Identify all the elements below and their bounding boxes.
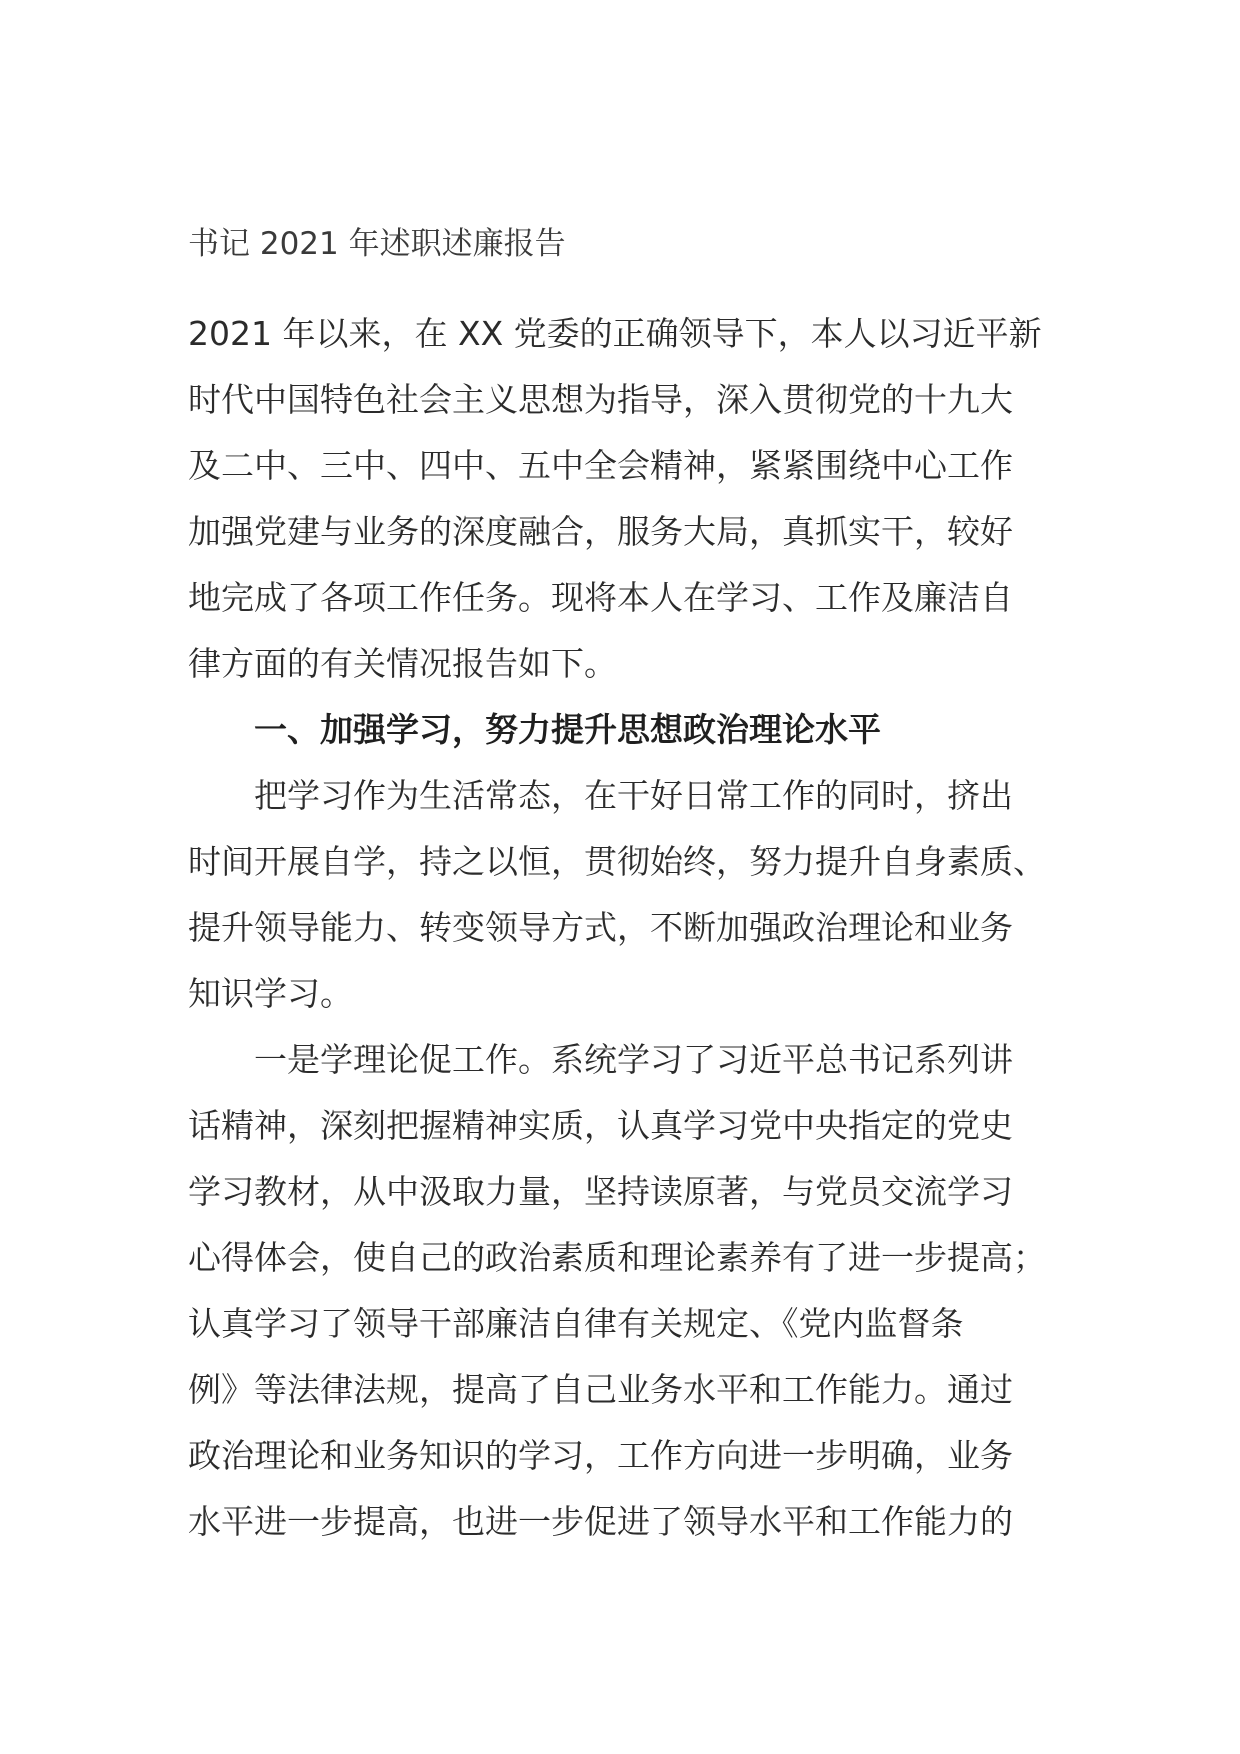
- section-1: [188, 697, 1068, 1555]
- paragraph-line: 学习教材，从中汲取力量，坚持读原著，与党员交流学习: [188, 1172, 1013, 1211]
- intro-line: 加强党建与业务的深度融合，服务大局，真抓实干，较好: [188, 512, 1013, 551]
- paragraph-line: 心得体会，使自己的政治素质和理论素养有了进一步提高；: [188, 1238, 1046, 1277]
- paragraph-line: 认真学习了领导干部廉洁自律有关规定、《党内监督条: [188, 1304, 964, 1343]
- intro-line: 时代中国特色社会主义思想为指导，深入贯彻党的十九大: [188, 380, 1013, 419]
- paragraph-line: 时间开展自学，持之以恒，贯彻始终，努力提升自身素质、: [188, 842, 1046, 881]
- intro-line: 地完成了各项工作任务。现将本人在学习、工作及廉洁自: [188, 578, 1013, 617]
- paragraph-line: 例》等法律法规，提高了自己业务水平和工作能力。通过: [188, 1370, 1013, 1409]
- paragraph-line: 把学习作为生活常态，在干好日常工作的同时，挤出: [254, 776, 1013, 815]
- section-1-paragraph-2: [188, 1027, 1068, 1555]
- paragraph-line: 政治理论和业务知识的学习，工作方向进一步明确，业务: [188, 1436, 1013, 1475]
- paragraph-line: 话精神，深刻把握精神实质，认真学习党中央指定的党史: [188, 1106, 1013, 1145]
- paragraph-line: 水平进一步提高，也进一步促进了领导水平和工作能力的: [188, 1502, 1013, 1541]
- intro-line: 律方面的有关情况报告如下。: [188, 644, 617, 683]
- paragraph-line: 知识学习。: [188, 974, 353, 1013]
- section-1-paragraph-1: [188, 763, 1068, 1027]
- document-title: 书记 2021 年述职述廉报告: [188, 226, 566, 262]
- intro-paragraph: [188, 301, 1068, 697]
- paragraph-line: 提升领导能力、转变领导方式，不断加强政治理论和业务: [188, 908, 1013, 947]
- intro-line: 2021 年以来，在 XX 党委的正确领导下，本人以习近平新: [188, 314, 1042, 353]
- paragraph-line: 一是学理论促工作。系统学习了习近平总书记系列讲: [254, 1040, 1013, 1079]
- intro-line: 及二中、三中、四中、五中全会精神，紧紧围绕中心工作: [188, 446, 1013, 485]
- section-heading: 一、加强学习，努力提升思想政治理论水平: [254, 710, 881, 749]
